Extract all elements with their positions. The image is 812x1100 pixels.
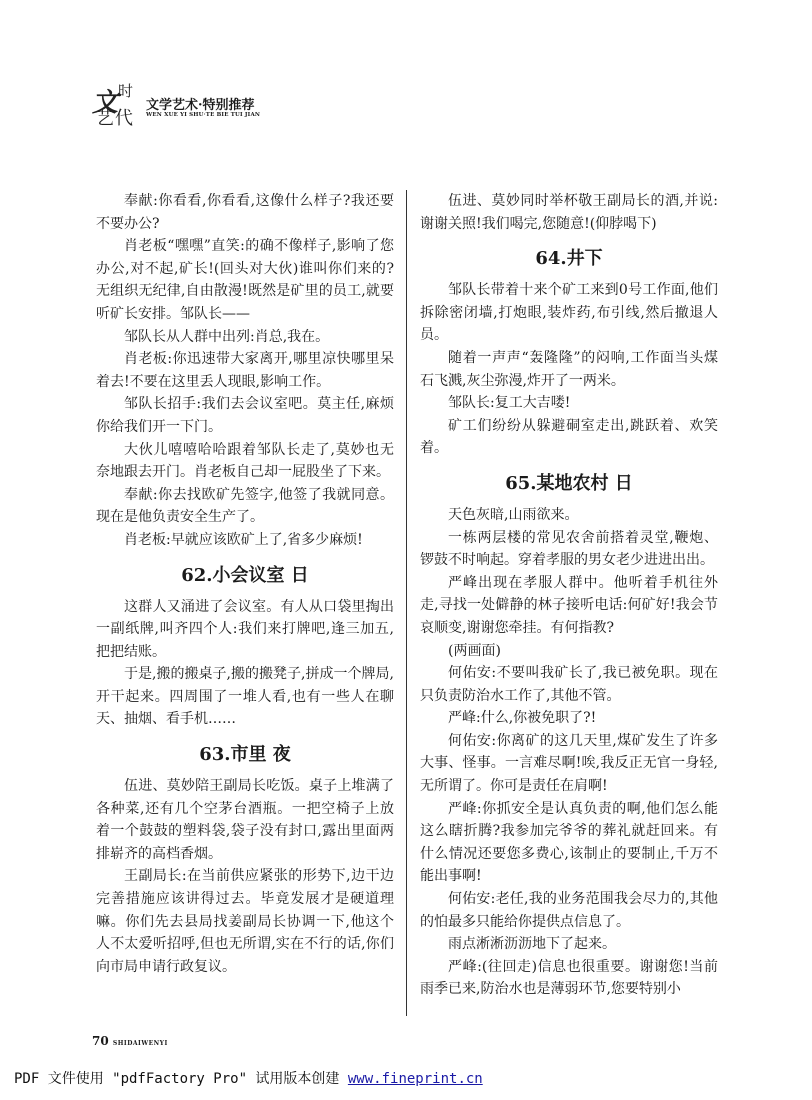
paragraph: 奉献:你看看,你看看,这像什么样子?我还要不要办公? [96,193,394,232]
logo-char-2: 时 [118,82,134,100]
paragraph: 严峰:什么,你被免职了?! [448,710,597,727]
paragraph: 随着一声声“轰隆隆”的闷响,工作面当头煤石飞溅,灰尘弥漫,炸开了一两米。 [420,349,718,389]
pdf-watermark-note [14,1068,483,1088]
paragraph: 何佑安:你离矿的这几天里,煤矿发生了许多大事、怪事。一言难尽啊!唉,我反正无官一身轻,无所谓了。你可是责任在肩啊! [420,732,718,795]
logo-char-3: 艺代 [96,108,134,129]
scene-heading-62: 62.小会议室 日 [181,564,309,586]
paragraph: 邹队长招手:我们去会议室吧。莫主任,麻烦你给我们开一下门。 [96,396,394,435]
magazine-name: SHIDAIWENYI [112,1040,168,1047]
paragraph: 大伙儿嘻嘻哈哈跟着邹队长走了,莫妙也无奈地跟去开门。肖老板自己却一屁股坐了下来。 [96,441,394,481]
magazine-logo [92,80,144,128]
scene-heading-64: 64.井下 [535,248,603,270]
section-subtitle: WEN XUE YI SHU·TE BIE TUI JIAN [146,112,261,118]
column-divider [406,190,407,1016]
magazine-header [92,80,392,130]
section-title: 文学艺术·特别推荐 [146,98,255,113]
paragraph: 邹队长:复工大吉喽! [448,395,571,412]
left-column [96,190,394,978]
right-column [420,190,718,1001]
logo-char-1: 文 [92,88,119,118]
paragraph: 肖老板“嘿嘿”直笑:的确不像样子,影响了您办公,对不起,矿长!(回头对大伙)谁叫你们来的?无组织无纪律,自由散漫!既然是矿里的员工,就要听矿长安排。邹队长—— [96,238,394,322]
paragraph: 伍进、莫妙陪王副局长吃饭。桌子上堆满了各种菜,还有几个空茅台酒瓶。一把空椅子上放着一个鼓鼓的塑料袋,袋子没有封口,露出里面两排崭齐的高档香烟。 [96,778,394,862]
paragraph: 奉献:你去找欧矿先签字,他签了我就同意。现在是他负责安全生产了。 [96,486,394,526]
scene-heading-65: 65.某地农村 日 [505,472,633,494]
paragraph: 天色灰暗,山雨欲来。 [448,506,579,523]
pdf-note-text: PDF 文件使用 "pdfFactory Pro" 试用版本创建 [14,1071,348,1087]
paragraph: 邹队长从人群中出列:肖总,我在。 [124,328,330,345]
paragraph: 严峰:(往回走)信息也很重要。谢谢您!当前雨季已来,防治水也是薄弱环节,您要特别小 [420,958,718,998]
paragraph: 一栋两层楼的常见农舍前搭着灵堂,鞭炮、锣鼓不时响起。穿着孝服的男女老少进进出出。 [420,529,718,569]
paragraph: 邹队长带着十来个矿工来到0号工作面,他们拆除密闭墙,打炮眼,装炸药,布引线,然后撤退人员。 [420,282,718,344]
paragraph: 严峰:你抓安全是认真负责的啊,他们怎么能这么瞎折腾?我参加完爷爷的葬礼就赶回来。有什么情况还要您多费心,该制止的要制止,千万不能出事啊! [420,800,718,885]
paragraph: 肖老板:早就应该欧矿上了,省多少麻烦! [124,531,363,548]
paragraph: 严峰出现在孝服人群中。他听着手机往外走,寻找一处僻静的林子接听电话:何矿好!我会节哀顺变,谢谢您牵挂。有何指教? [420,574,718,636]
paragraph: 何佑安:不要叫我矿长了,我已被免职。现在只负责防治水工作了,其他不管。 [420,665,718,704]
scene-heading-63: 63.市里 夜 [199,744,291,766]
paragraph: 何佑安:老任,我的业务范围我会尽力的,其他的怕最多只能给你提供点信息了。 [420,891,718,930]
paragraph: 王副局长:在当前供应紧张的形势下,边干边完善措施应该讲得过去。毕竟发展才是硬道理嘛。你们先去县局找姜副局长协调一下,他这个人不太爱听招呼,但也无所谓,实在不行的话,你们向市局申请行政复议。 [96,868,394,975]
paragraph: (两画面) [448,642,501,659]
page-number: 70 [92,1034,109,1048]
paragraph: 肖老板:你迅速带大家离开,哪里凉快哪里呆着去!不要在这里丢人现眼,影响工作。 [96,351,394,390]
paragraph: 伍进、莫妙同时举杯敬王副局长的酒,并说:谢谢关照!我们喝完,您随意!(仰脖喝下) [420,193,718,232]
fineprint-link[interactable]: www.fineprint.cn [347,1071,483,1087]
paragraph: 矿工们纷纷从躲避硐室走出,跳跃着、欢笑着。 [420,417,718,457]
page-footer [92,1034,168,1048]
paragraph: 这群人又涌进了会议室。有人从口袋里掏出一副纸牌,叫齐四个人:我们来打牌吧,逢三加五,把把结账。 [96,598,394,660]
paragraph: 雨点淅淅沥沥地下了起来。 [448,936,616,953]
paragraph: 于是,搬的搬桌子,搬的搬凳子,拼成一个牌局,开干起来。四周围了一堆人看,也有一些人在聊天、抽烟、看手机…… [96,666,394,728]
